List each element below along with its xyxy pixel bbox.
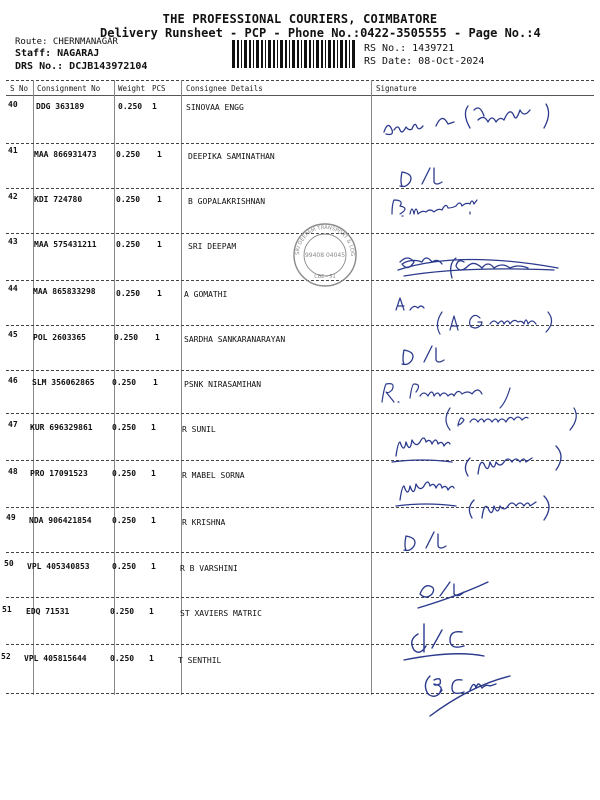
barcode-bar: [285, 40, 287, 68]
row-consignment: NDA 906421854: [29, 516, 92, 525]
barcode-bar: [292, 40, 295, 68]
barcode-bar: [261, 40, 263, 68]
row-sno: 49: [6, 513, 16, 522]
row-rule: [6, 370, 594, 371]
row-pcs: 1: [155, 333, 160, 342]
row-consignment: PRO 17091523: [30, 469, 88, 478]
table-header-rule: [6, 95, 594, 96]
barcode-bar: [313, 40, 314, 68]
row-weight: 0.250: [110, 607, 135, 616]
row-consignment: MAA 865833298: [33, 287, 96, 296]
row-consignee: SINOVAA ENGG: [186, 103, 244, 112]
row-weight: 0.250: [112, 562, 137, 571]
row-weight: 0.250: [112, 423, 137, 432]
barcode-bar: [316, 40, 319, 68]
row-pcs: 1: [149, 654, 154, 663]
row-rule: [6, 143, 594, 144]
row-weight: 0.250: [116, 240, 141, 249]
row-pcs: 1: [157, 289, 162, 298]
row-weight: 0.250: [114, 333, 139, 342]
row-pcs: 1: [157, 240, 162, 249]
row-weight: 0.250: [112, 469, 137, 478]
row-sno: 41: [8, 146, 18, 155]
row-rule: [6, 188, 594, 189]
row-rule: [6, 597, 594, 598]
row-pcs: 1: [157, 195, 162, 204]
row-rule: [6, 552, 594, 553]
col-weight: Weight: [118, 84, 146, 93]
row-sno: 43: [8, 237, 18, 246]
col-rule: [181, 80, 182, 695]
route-label: Route: CHERNMANAGAR: [15, 37, 118, 47]
row-consignee: ST XAVIERS MATRIC: [180, 609, 262, 618]
row-consignment: KUR 696329861: [30, 423, 93, 432]
row-pcs: 1: [152, 102, 157, 111]
row-pcs: 1: [151, 469, 156, 478]
barcode-bar: [304, 40, 307, 68]
barcode-bar: [253, 40, 254, 68]
row-consignee: SRI DEEPAM: [188, 242, 237, 251]
row-weight: 0.250: [110, 654, 135, 663]
row-consignee: DEEPIKA SAMINATHAN: [188, 152, 275, 161]
row-weight: 0.250: [116, 150, 141, 159]
barcode-bar: [249, 40, 251, 68]
col-sno: S No: [10, 84, 29, 93]
row-sno: 44: [8, 284, 18, 293]
signature-drawing: [392, 200, 477, 216]
row-consignment: SLM 356062865: [32, 378, 95, 387]
signature-drawing: [392, 438, 561, 476]
signature-drawing: [404, 532, 446, 551]
row-consignment: MAA 866931473: [34, 150, 97, 159]
barcode-bar: [277, 40, 278, 68]
row-weight: 0.250: [116, 195, 141, 204]
signature-drawing: [425, 676, 510, 716]
stamp-number: 99408 04045: [304, 252, 346, 259]
signature-drawing: [384, 104, 549, 135]
row-consignee: R SUNIL: [182, 425, 216, 434]
barcode-bar: [328, 40, 331, 68]
row-sno: 45: [8, 330, 18, 339]
barcode-bar: [273, 40, 275, 68]
row-pcs: 1: [149, 607, 154, 616]
row-consignment: DDG 363189: [36, 102, 85, 111]
barcode-bar: [337, 40, 338, 68]
rs-number: RS No.: 1439721: [364, 43, 455, 54]
row-consignment: MAA 575431211: [34, 240, 97, 249]
barcode-bar: [232, 40, 235, 68]
barcode-bar: [268, 40, 271, 68]
row-rule: [6, 413, 594, 414]
row-pcs: 1: [151, 562, 156, 571]
row-sno: 47: [8, 420, 18, 429]
company-stamp: [292, 222, 358, 288]
signature-drawing: [400, 168, 442, 187]
col-consignee: Consignee Details: [186, 84, 263, 93]
row-sno: 51: [2, 605, 12, 614]
row-consignee: PSNK NIRASAMIHAN: [184, 380, 262, 389]
runsheet-subtitle: Delivery Runsheet - PCP - Phone No.:0422-3505555 - Page No.:4: [100, 26, 541, 40]
table-bottom-rule: [6, 693, 594, 694]
col-consignment: Consignment No: [37, 84, 101, 93]
signature-drawing: [418, 582, 488, 608]
stamp-arc-text: SRI DEEPAM TRANSPORT & LOG: [294, 224, 356, 257]
barcode-bar: [297, 40, 299, 68]
barcode-bar: [321, 40, 323, 68]
barcode-bar: [340, 40, 343, 68]
col-rule: [114, 80, 115, 695]
row-consignee: R B VARSHINI: [180, 564, 238, 573]
row-consignment: KDI 724780: [34, 195, 83, 204]
row-pcs: 1: [157, 150, 162, 159]
stamp-city: CBE - 51: [314, 274, 336, 280]
barcode-bar: [280, 40, 283, 68]
row-consignee: B GOPALAKRISHNAN: [188, 197, 266, 206]
barcode-bar: [352, 40, 355, 68]
row-consignee: SARDHA SANKARANARAYAN: [184, 335, 286, 344]
signature-drawing: [402, 346, 444, 365]
barcode-bar: [265, 40, 266, 68]
table-top-rule: [6, 80, 594, 81]
col-rule: [371, 80, 372, 695]
signature-drawing: [396, 298, 552, 334]
row-sno: 42: [8, 192, 18, 201]
barcode-bar: [301, 40, 302, 68]
row-consignee: A GOMATHI: [184, 290, 228, 299]
row-sno: 48: [8, 467, 18, 476]
row-consignee: T SENTHIL: [178, 656, 222, 665]
row-weight: 0.250: [112, 516, 137, 525]
row-sno: 40: [8, 100, 18, 109]
barcode-bar: [241, 40, 242, 68]
row-sno: 46: [8, 376, 18, 385]
col-signature: Signature: [376, 84, 417, 93]
barcode-bar: [309, 40, 311, 68]
row-consignee: R KRISHNA: [182, 518, 226, 527]
row-rule: [6, 325, 594, 326]
barcode-bar: [244, 40, 247, 68]
row-rule: [6, 644, 594, 645]
drs-number: DRS No.: DCJB143972104: [15, 61, 148, 72]
barcode-bar: [289, 40, 290, 68]
staff-label: Staff: NAGARAJ: [15, 48, 100, 59]
barcode-bar: [345, 40, 347, 68]
row-weight: 0.250: [116, 289, 141, 298]
row-consignment: POL 2603365: [33, 333, 86, 342]
signature-drawing: [382, 384, 576, 430]
col-pcs: PCS: [152, 84, 166, 93]
barcode-bar: [349, 40, 350, 68]
row-pcs: 1: [153, 378, 158, 387]
barcode: [232, 40, 358, 68]
row-consignment: EDQ 71531: [26, 607, 70, 616]
barcode-bar: [237, 40, 239, 68]
signature-drawing: [398, 258, 558, 278]
row-rule: [6, 507, 594, 508]
row-pcs: 1: [151, 423, 156, 432]
row-consignment: VPL 405340853: [27, 562, 90, 571]
barcode-bar: [333, 40, 335, 68]
row-sno: 52: [1, 652, 11, 661]
row-rule: [6, 460, 594, 461]
row-consignment: VPL 405815644: [24, 654, 87, 663]
row-weight: 0.250: [118, 102, 143, 111]
signature-drawing: [404, 624, 484, 660]
row-weight: 0.250: [112, 378, 137, 387]
col-rule: [33, 80, 34, 695]
row-pcs: 1: [151, 516, 156, 525]
company-title: THE PROFESSIONAL COURIERS, COIMBATORE: [162, 12, 438, 26]
signature-drawing: [396, 482, 549, 520]
rs-date: RS Date: 08-Oct-2024: [364, 56, 485, 67]
row-consignee: R MABEL SORNA: [182, 471, 245, 480]
barcode-bar: [256, 40, 259, 68]
row-sno: 50: [4, 559, 14, 568]
barcode-bar: [325, 40, 326, 68]
